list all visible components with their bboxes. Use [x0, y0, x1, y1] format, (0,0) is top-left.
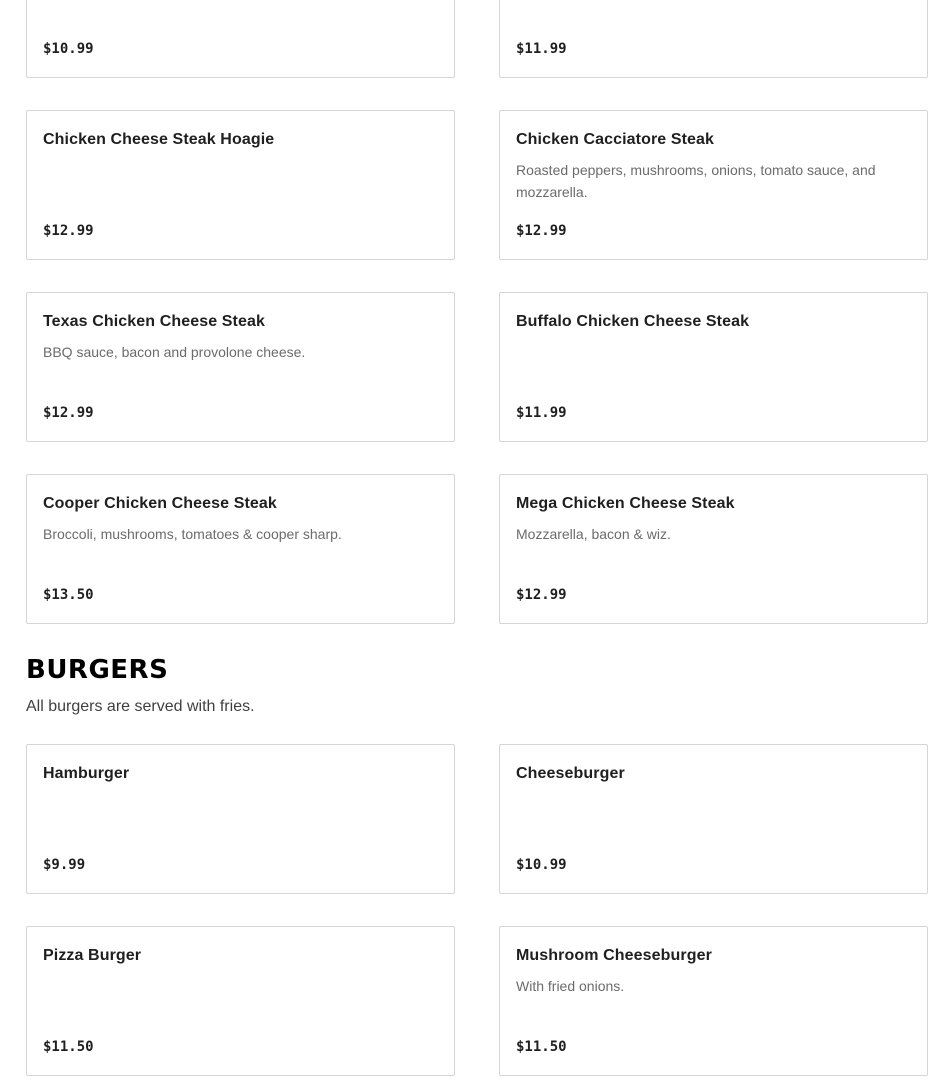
menu-item-name: Buffalo Chicken Cheese Steak	[516, 313, 750, 330]
menu-item-name: Mushroom Cheeseburger	[516, 947, 712, 964]
menu-item-card[interactable]	[26, 474, 455, 624]
menu-item-description: Mozzarella, bacon & wiz.	[516, 526, 671, 542]
menu-item-card[interactable]	[499, 926, 928, 1076]
menu-item-price: $9.99	[43, 857, 86, 873]
menu-item-price: $11.99	[516, 41, 567, 57]
menu-item-card[interactable]	[26, 292, 455, 442]
menu-item-name: Pizza Burger	[43, 947, 142, 964]
menu-item-name: Cheeseburger	[516, 765, 625, 782]
menu-item-price: $11.50	[43, 1039, 94, 1055]
menu-item-description: Roasted peppers, mushrooms, onions, tomato sauce, and mozzarella.	[516, 162, 876, 200]
menu-item-price: $12.99	[516, 587, 567, 603]
menu-item-name: Chicken Cacciatore Steak	[516, 131, 715, 148]
section-title-burgers: BURGERS	[26, 655, 169, 685]
menu-item-price: $12.99	[516, 223, 567, 239]
menu-item-description: With fried onions.	[516, 978, 625, 994]
menu-item-price: $11.99	[516, 405, 567, 421]
menu-item-price: $12.99	[43, 405, 94, 421]
menu-item-name: Texas Chicken Cheese Steak	[43, 313, 265, 330]
menu-item-card[interactable]	[499, 474, 928, 624]
menu-item-price: $13.50	[43, 587, 94, 603]
menu-item-name: Mega Chicken Cheese Steak	[516, 495, 735, 512]
menu-item-description: BBQ sauce, bacon and provolone cheese.	[43, 344, 306, 360]
menu-item-name: Chicken Cheese Steak Hoagie	[43, 131, 275, 148]
menu-item-price: $12.99	[43, 223, 94, 239]
menu-item-card[interactable]	[499, 110, 928, 260]
section-subtitle: All burgers are served with fries.	[26, 698, 255, 715]
menu-item-name: Cooper Chicken Cheese Steak	[43, 495, 277, 512]
menu-item-card[interactable]	[499, 0, 928, 78]
menu-item-description: Broccoli, mushrooms, tomatoes & cooper sharp.	[43, 526, 342, 542]
menu-item-card[interactable]	[26, 926, 455, 1076]
menu-item-card[interactable]	[26, 110, 455, 260]
menu-item-card[interactable]	[499, 292, 928, 442]
menu-item-price: $10.99	[516, 857, 567, 873]
menu-item-card[interactable]	[26, 744, 455, 894]
menu-item-card[interactable]	[26, 0, 455, 78]
menu-item-price: $11.50	[516, 1039, 567, 1055]
menu-item-price: $10.99	[43, 41, 94, 57]
menu-item-name: Hamburger	[43, 765, 130, 782]
menu-item-card[interactable]	[499, 744, 928, 894]
